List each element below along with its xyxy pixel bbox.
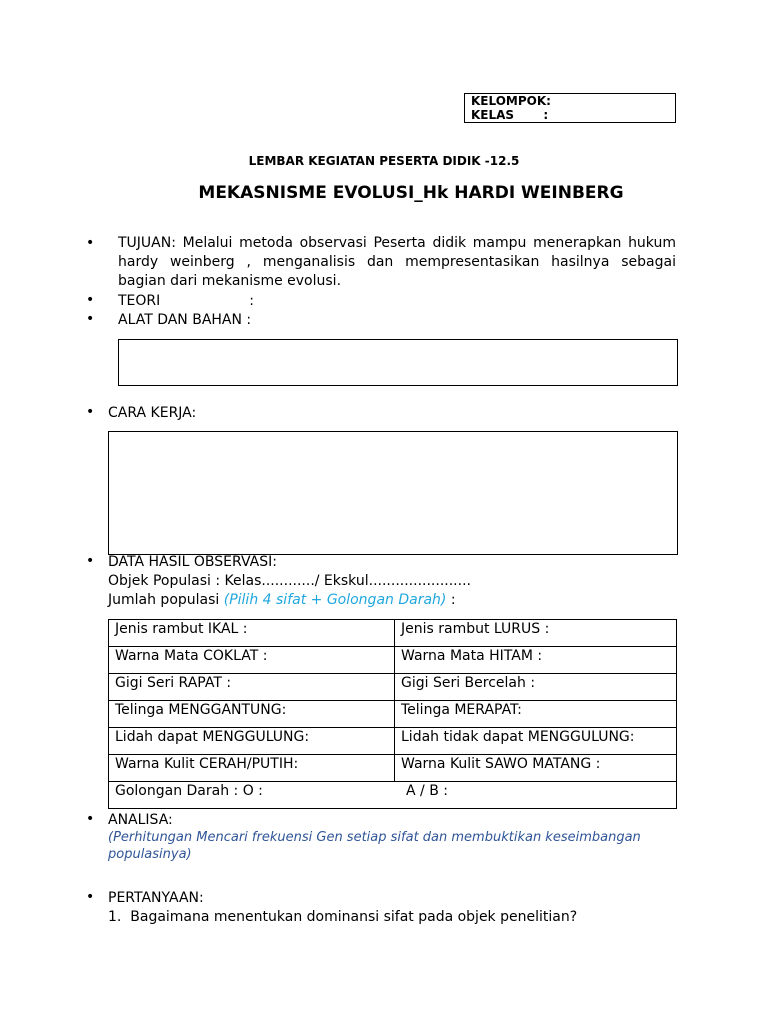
alat-bahan-box[interactable] [118, 339, 678, 386]
cara-kerja-box[interactable] [108, 431, 678, 555]
group-class-box [464, 93, 676, 123]
bullet-icon: • [86, 311, 95, 327]
table-cell[interactable]: Gigi Seri Bercelah : [395, 674, 677, 701]
observation-table-body [109, 620, 677, 809]
table-cell[interactable]: Warna Kulit SAWO MATANG : [395, 755, 677, 782]
golongan-darah-right: A / B : [406, 783, 448, 799]
teori-label: TEORI : [118, 293, 254, 309]
table-cell[interactable]: Gigi Seri RAPAT : [109, 674, 395, 701]
bullet-icon: • [86, 235, 95, 251]
jumlah-populasi-suffix: : [446, 592, 456, 608]
tujuan-text: TUJUAN: Melalui metoda observasi Peserta didik mampu menerapkan hukum hardy weinberg , menganalisis dan mempresentasikan hasilnya sebagai bagian dari mekanisme evolusi. [118, 235, 676, 289]
table-cell[interactable]: Warna Kulit CERAH/PUTIH: [109, 755, 395, 782]
table-cell[interactable]: Jenis rambut IKAL : [109, 620, 395, 647]
table-row [109, 674, 677, 701]
jumlah-populasi-note: (Pilih 4 sifat + Golongan Darah) [223, 592, 447, 608]
observation-table [108, 619, 677, 809]
table-row [109, 701, 677, 728]
golongan-darah-left: Golongan Darah : O : [115, 783, 263, 799]
table-row [109, 647, 677, 674]
table-cell[interactable]: Warna Mata COKLAT : [109, 647, 395, 674]
table-row-golongan-darah [109, 782, 677, 809]
table-cell[interactable]: Lidah tidak dapat MENGGULUNG: [395, 728, 677, 755]
table-cell[interactable]: Telinga MERAPAT: [395, 701, 677, 728]
table-cell[interactable]: Jenis rambut LURUS : [395, 620, 677, 647]
table-row [109, 755, 677, 782]
kelas-label: KELAS : [471, 108, 549, 122]
objek-populasi-text: Objek Populasi : Kelas............/ Ekskul....................... [108, 573, 471, 589]
bullet-icon: • [86, 553, 95, 569]
page-title: MEKASNISME EVOLUSI_Hk HARDI WEINBERG [198, 183, 624, 203]
data-hasil-label: DATA HASIL OBSERVASI: [108, 554, 277, 570]
golongan-darah-cell[interactable] [109, 782, 677, 809]
pertanyaan-label: PERTANYAAN: [108, 890, 204, 906]
table-cell[interactable]: Warna Mata HITAM : [395, 647, 677, 674]
question-1: 1. Bagaimana menentukan dominansi sifat pada objek penelitian? [108, 909, 578, 925]
cara-kerja-label: CARA KERJA: [108, 405, 197, 421]
analisa-note: (Perhitungan Mencari frekuensi Gen setiap sifat dan membuktikan keseimbangan populasinya) [108, 830, 641, 862]
bullet-icon: • [86, 889, 95, 905]
bullet-icon: • [86, 404, 95, 420]
kelompok-label: KELOMPOK: [471, 94, 551, 108]
bullet-icon: • [86, 811, 95, 827]
table-cell[interactable]: Telinga MENGGANTUNG: [109, 701, 395, 728]
analisa-label: ANALISA: [108, 812, 173, 828]
jumlah-populasi-prefix: Jumlah populasi [108, 592, 224, 608]
bullet-icon: • [86, 292, 95, 308]
table-row [109, 620, 677, 647]
table-row [109, 728, 677, 755]
table-cell[interactable]: Lidah dapat MENGGULUNG: [109, 728, 395, 755]
alat-bahan-label: ALAT DAN BAHAN : [118, 312, 252, 328]
worksheet-subtitle: LEMBAR KEGIATAN PESERTA DIDIK -12.5 [248, 154, 520, 168]
jumlah-populasi-text [108, 591, 456, 609]
